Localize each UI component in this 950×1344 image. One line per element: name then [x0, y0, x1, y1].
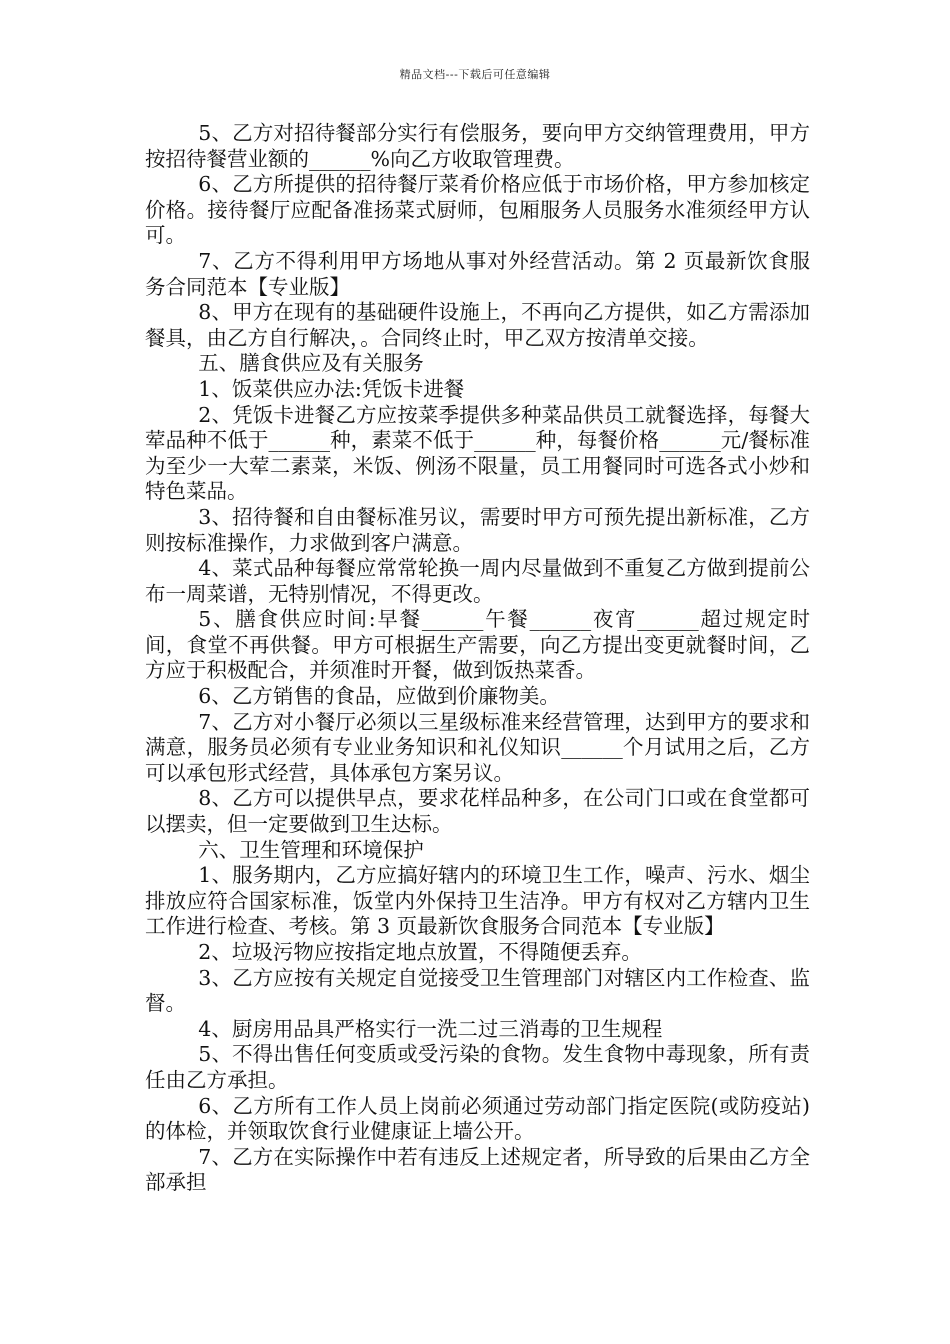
clause-6-4: 4、厨房用品具严格实行一洗二过三消毒的卫生规程: [198, 1016, 663, 1041]
clause-6-6: 6、乙方所有工作人员上岗前必须通过劳动部门指定医院(或防疫站)的体检，并领取饮食行业健康证上墙公开。: [145, 1093, 810, 1144]
section-6-heading: 六、卫生管理和环境保护: [198, 837, 424, 862]
clause-5-7: 7、乙方对小餐厅必须以三星级标准来经营管理，达到甲方的要求和满意，服务员必须有专业业务知识和礼仪知识______个月试用之后，乙方可以承包形式经营，具体承包方案另议。: [145, 709, 810, 785]
clause-4-7: 7、乙方不得利用甲方场地从事对外经营活动。第 2 页最新饮食服务合同范本【专业版】: [145, 248, 810, 299]
clause-4-6: 6、乙方所提供的招待餐厅菜肴价格应低于市场价格，甲方参加核定价格。接待餐厅应配备准扬菜式厨师，包厢服务人员服务水准须经甲方认可。: [145, 172, 810, 248]
clause-6-2: 2、垃圾污物应按指定地点放置，不得随便丢弃。: [198, 940, 642, 964]
clause-5-3: 3、招待餐和自由餐标准另议，需要时甲方可预先提出新标准，乙方则按标准操作，力求做到客户满意。: [145, 504, 810, 555]
clause-6-3: 3、乙方应按有关规定自觉接受卫生管理部门对辖区内工作检查、监督。: [145, 965, 810, 1016]
clause-6-5: 5、不得出售任何变质或受污染的食物。发生食物中毒现象，所有责任由乙方承担。: [145, 1042, 810, 1092]
clause-5-2: 2、凭饭卡进餐乙方应按菜季提供多种菜品供员工就餐选择，每餐大荤品种不低于______种，素菜不低于______种，每餐价格______元/餐标准为至少一大荤二素菜，米饭、例汤不限量，员工用餐同时可选各式小炒和特色菜品。: [145, 402, 810, 504]
clause-5-6: 6、乙方销售的食品，应做到价廉物美。: [198, 684, 560, 709]
document-body: [145, 121, 810, 1196]
clause-4-8: 8、甲方在现有的基础硬件设施上，不再向乙方提供，如乙方需添加餐具，由乙方自行解决，。合同终止时，甲乙双方按清单交接。: [145, 300, 810, 350]
clause-5-8: 8、乙方可以提供早点，要求花样品种多，在公司门口或在食堂都可以摆卖，但一定要做到卫生达标。: [145, 786, 810, 837]
clause-5-4: 4、菜式品种每餐应常常轮换一周内尽量做到不重复乙方做到提前公布一周菜谱，无特别情况，不得更改。: [145, 556, 810, 606]
clause-4-5: 5、乙方对招待餐部分实行有偿服务，要向甲方交纳管理费用，甲方按招待餐营业额的______%向乙方收取管理费。: [145, 121, 810, 171]
section-5-heading: 五、膳食供应及有关服务: [198, 351, 424, 376]
page-header: 精品文档---下载后可任意编辑: [399, 68, 551, 81]
clause-5-1: 1、饭菜供应办法:凭饭卡进餐: [198, 376, 465, 401]
clause-6-1: 1、服务期内，乙方应搞好辖内的环境卫生工作，噪声、污水、烟尘排放应符合国家标准，饭堂内外保持卫生洁净。甲方有权对乙方辖内卫生工作进行检查、考核。第 3 页最新饮食服务合同范本【专业版】: [145, 863, 810, 939]
clause-6-7: 7、乙方在实际操作中若有违反上述规定者，所导致的后果由乙方全部承担: [145, 1144, 810, 1195]
clause-5-5: 5、膳食供应时间:早餐______午餐______夜宵______超过规定时间，食堂不再供餐。甲方可根据生产需要，向乙方提出变更就餐时间，乙方应于积极配合，并须准时开餐，做到饭热菜香。: [145, 607, 810, 683]
